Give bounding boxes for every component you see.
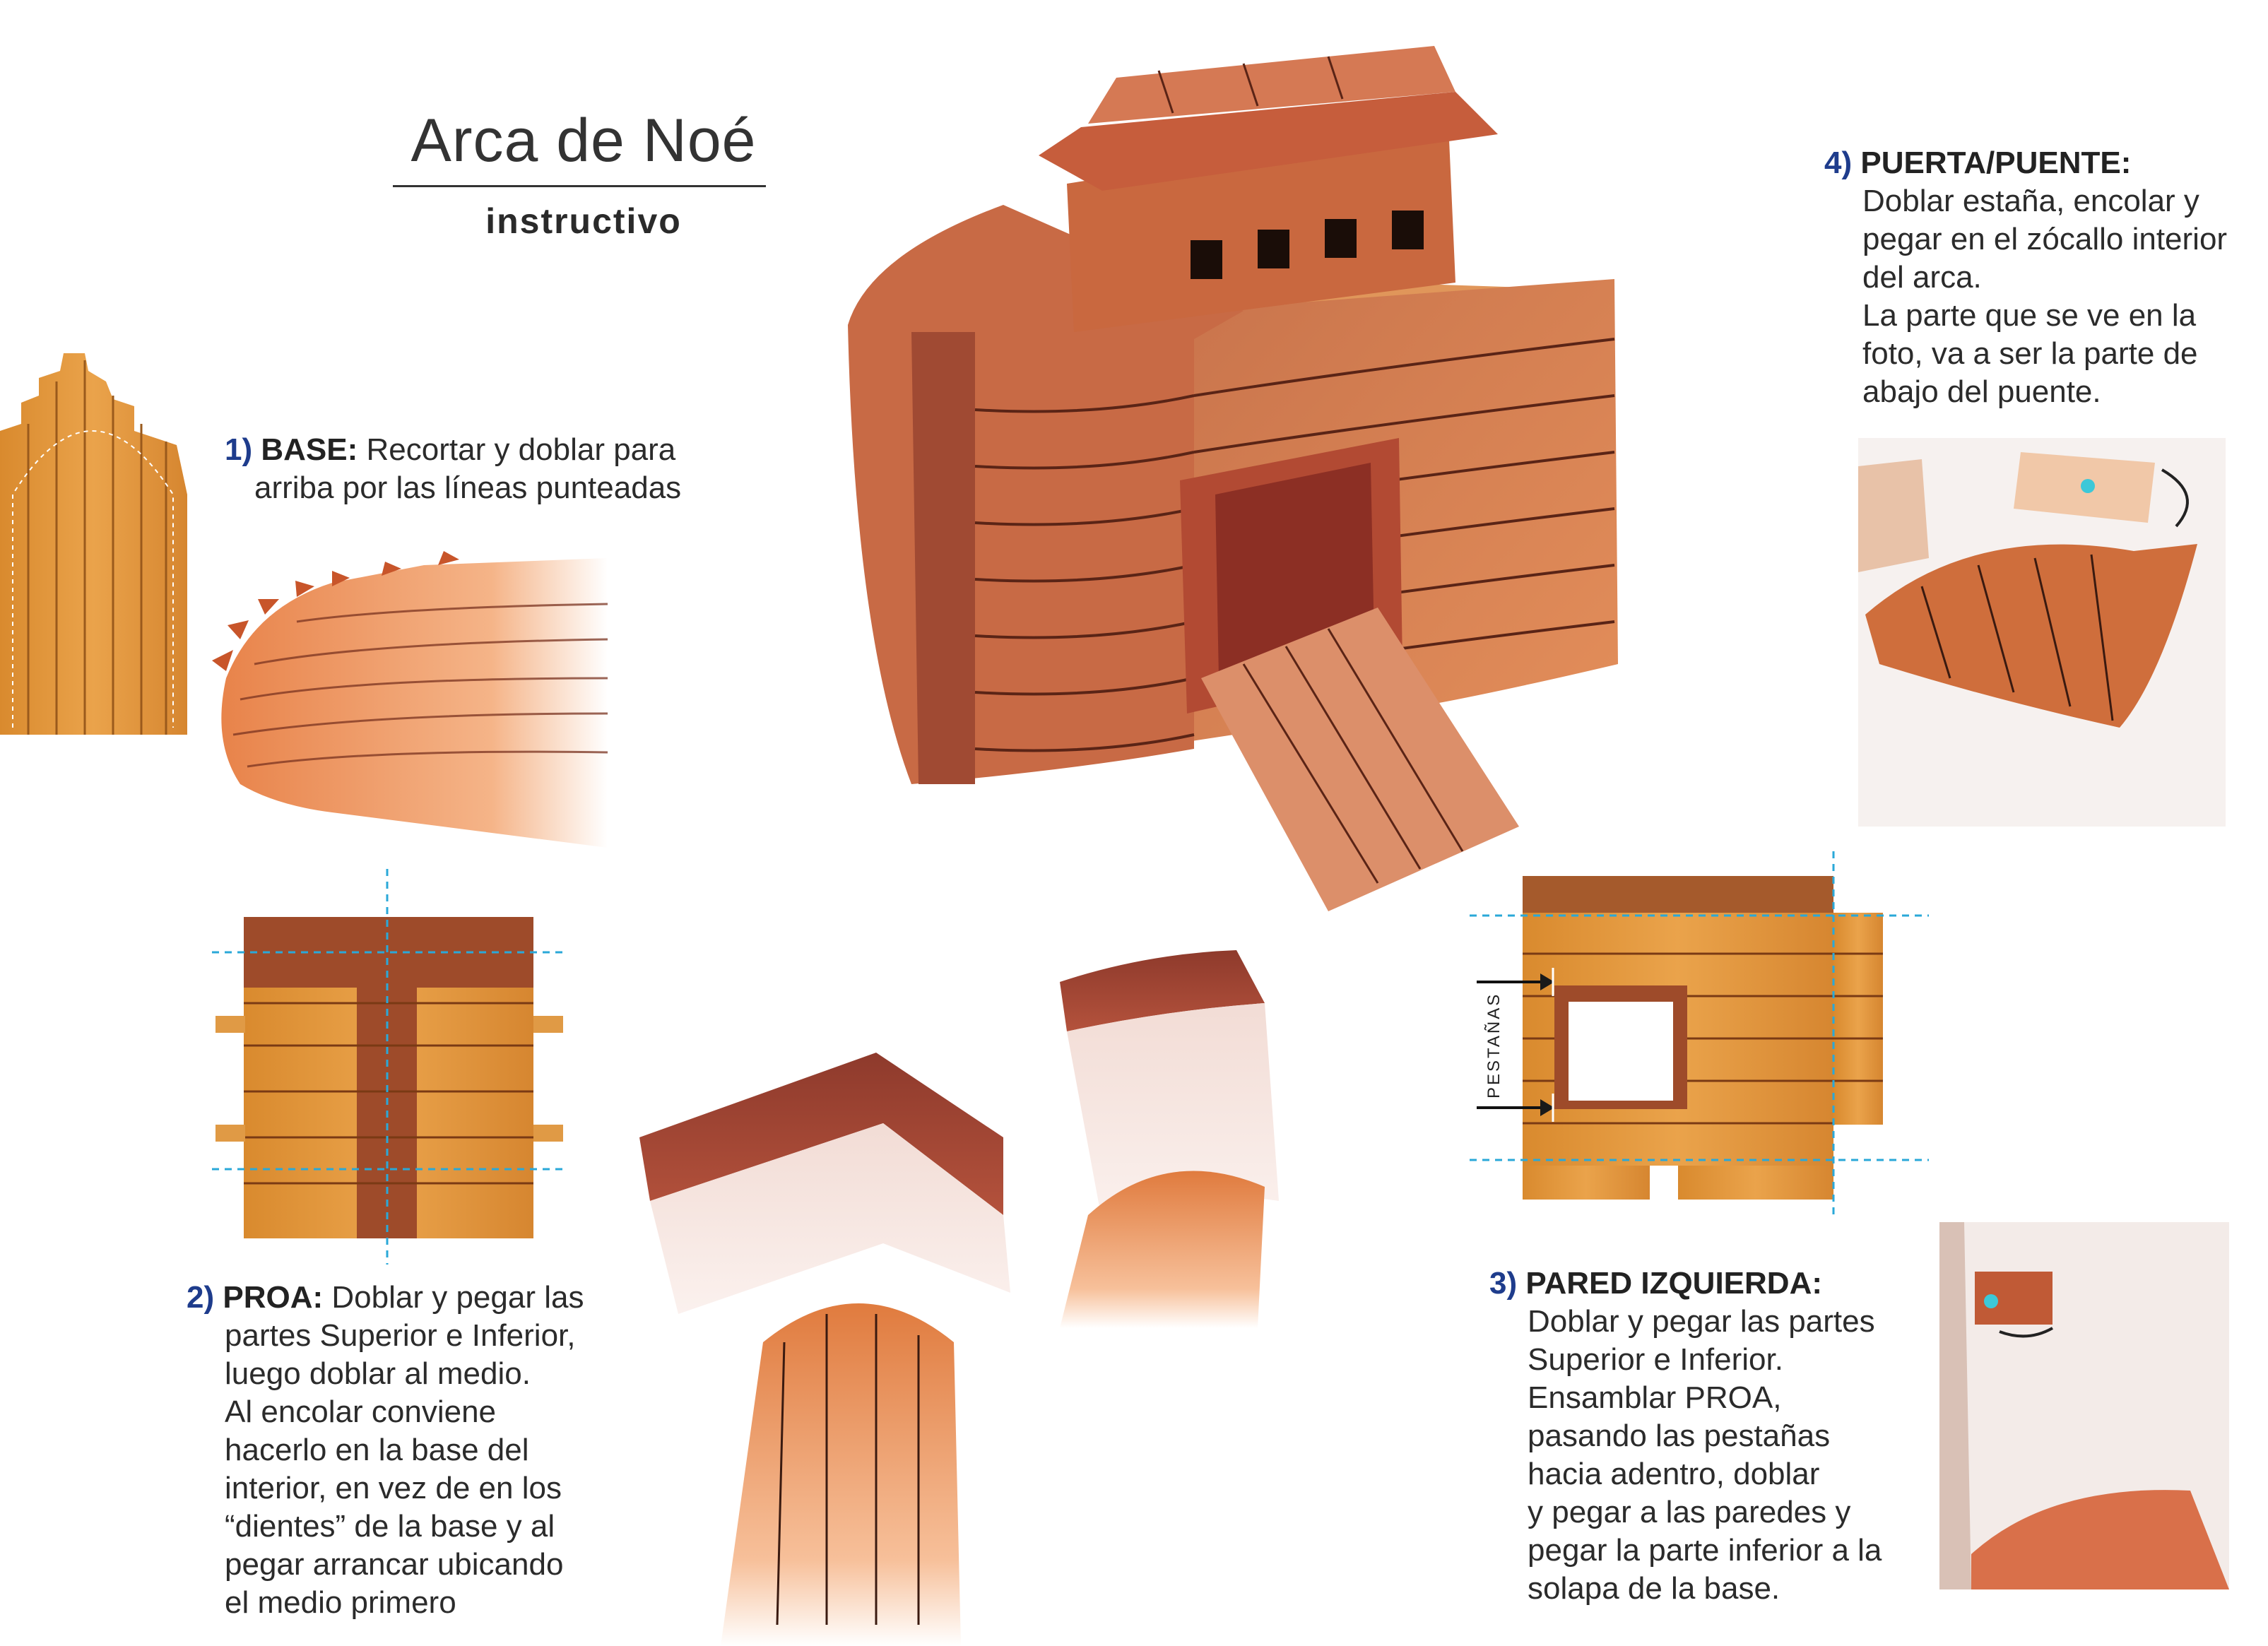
step-4-number: 4) [1824,146,1853,180]
step-2-line-2: partes Superior e Inferior, [225,1318,576,1353]
left-wall-photo [1939,1222,2229,1589]
step-3-line-6: y pegar a las paredes y [1528,1495,1851,1529]
step-3-number: 3) [1489,1266,1518,1301]
step-3-line-2: Superior e Inferior. [1528,1342,1783,1377]
step-2-number: 2) [187,1280,215,1315]
step-2-line-1: Doblar y pegar las [331,1280,584,1315]
step-1-number: 1) [225,432,253,467]
step-3-line-5: hacia adentro, doblar [1528,1457,1820,1491]
step-2-line-5: hacerlo en la base del [225,1433,529,1467]
pestanas-label: PESTAÑAS [1484,992,1504,1099]
base-photo [212,551,608,848]
step-3-line-7: pegar la parte inferior a la [1528,1533,1882,1568]
step-4-line-1: Doblar estaña, encolar y [1862,184,2199,218]
step-3-line-1: Doblar y pegar las partes [1528,1304,1875,1339]
proa-pattern [212,869,565,1265]
step-3-heading: PARED IZQUIERDA: [1525,1266,1822,1301]
step-3-line-4: pasando las pestañas [1528,1419,1831,1453]
proa-photo-1 [639,1053,1010,1646]
step-1-heading: BASE: [261,432,358,467]
step-2-line-6: interior, en vez de en los [225,1471,562,1505]
step-2-line-3: luego doblar al medio. [225,1356,531,1391]
step-4-line-3: del arca. [1862,260,1982,295]
step-4-heading: PUERTA/PUENTE: [1860,146,2132,180]
ark-photo [848,46,1618,911]
step-4-line-2: pegar en el zócallo interior [1862,222,2228,256]
step-2-line-8: pegar arrancar ubicando [225,1547,564,1582]
step-2-line-4: Al encolar conviene [225,1395,497,1429]
step-2-heading: PROA: [223,1280,324,1315]
base-pattern [0,353,187,735]
step-2-line-7: “dientes” de la base y al [225,1509,555,1544]
step-1-line-1: Recortar y doblar para [366,432,676,467]
page-subtitle: instructivo [485,201,682,241]
step-4-line-4: La parte que se ve en la [1862,298,2197,333]
left-wall-pattern [1470,851,1929,1215]
step-1-line-2: arriba por las líneas punteadas [254,470,682,505]
step-4-line-5: foto, va a ser la parte de [1862,336,2198,371]
step-2-line-9: el medio primero [225,1585,456,1620]
page-title: Arca de Noé [411,107,757,174]
bridge-photo [1858,438,2226,827]
proa-photo-2 [1060,950,1279,1328]
step-3-line-8: solapa de la base. [1528,1571,1780,1606]
step-3-line-3: Ensamblar PROA, [1528,1380,1782,1415]
step-4-line-6: abajo del puente. [1862,374,2101,409]
